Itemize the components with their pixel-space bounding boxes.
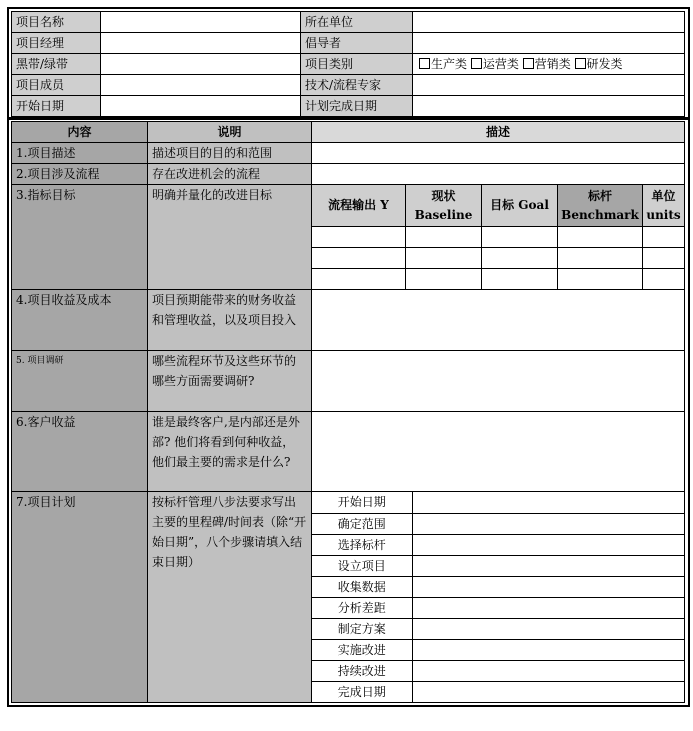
plan-row: [312, 639, 684, 660]
sponsor-label: 倡导者: [301, 33, 413, 54]
checkbox-icon[interactable]: [575, 58, 586, 69]
expert-field[interactable]: [413, 75, 685, 96]
row2-title: 2.项目涉及流程: [12, 164, 148, 185]
row6-input[interactable]: [312, 412, 685, 492]
row3-title: 3.指标目标: [12, 185, 148, 290]
plan-step-label: 分析差距: [312, 597, 412, 618]
plan-row: [312, 618, 684, 639]
plan-step-date[interactable]: [412, 513, 684, 534]
category-option-marketing[interactable]: 营销类: [523, 57, 571, 71]
plan-step-date[interactable]: [412, 618, 684, 639]
belt-field[interactable]: [101, 54, 301, 75]
category-options: [413, 54, 685, 75]
plan-row: [312, 513, 684, 534]
row3-explain: 明确并量化的改进目标: [148, 185, 312, 290]
start-label: 开始日期: [12, 96, 101, 117]
category-option-production[interactable]: 生产类: [419, 57, 467, 71]
project-info-table: [11, 11, 685, 117]
row7-plan: [312, 492, 685, 703]
row1-title: 1.项目描述: [12, 143, 148, 164]
category-label: 项目类别: [301, 54, 413, 75]
col-explain-header: 说明: [148, 122, 312, 143]
plan-step-label: 选择标杆: [312, 534, 412, 555]
plan-row: [312, 555, 684, 576]
plan-row: [312, 660, 684, 681]
manager-field[interactable]: [101, 33, 301, 54]
metric-cell[interactable]: [312, 248, 406, 269]
belt-label: 黑带/绿带: [12, 54, 101, 75]
unit-label: 所在单位: [301, 12, 413, 33]
plan-finish-label: 计划完成日期: [301, 96, 413, 117]
plan-step-label: 制定方案: [312, 618, 412, 639]
plan-step-date[interactable]: [412, 492, 684, 513]
row5-explain: 哪些流程环节及这些环节的哪些方面需要调研?: [148, 351, 312, 412]
row4-input[interactable]: [312, 290, 685, 351]
member-field[interactable]: [101, 75, 301, 96]
metric-baseline-header: 现状 Baseline: [406, 185, 482, 227]
plan-row: [312, 597, 684, 618]
charter-table: [11, 121, 685, 703]
metric-cell[interactable]: [312, 227, 406, 248]
project-info-frame: [7, 7, 690, 120]
checkbox-icon[interactable]: [523, 58, 534, 69]
metric-goal-header: 目标 Goal: [482, 185, 558, 227]
row1-input[interactable]: [312, 143, 685, 164]
metric-cell[interactable]: [482, 227, 558, 248]
metric-cell[interactable]: [312, 269, 406, 290]
row4-title: 4.项目收益及成本: [12, 290, 148, 351]
category-option-rnd[interactable]: 研发类: [575, 57, 623, 71]
metric-benchmark-header: 标杆 Benchmark: [558, 185, 643, 227]
project-name-label: 项目名称: [12, 12, 101, 33]
metric-cell[interactable]: [482, 269, 558, 290]
plan-row: [312, 492, 684, 513]
row5-title: 5. 项目调研: [12, 351, 148, 412]
plan-step-label: 收集数据: [312, 576, 412, 597]
plan-step-date[interactable]: [412, 576, 684, 597]
plan-step-label: 确定范围: [312, 513, 412, 534]
plan-step-label: 持续改进: [312, 660, 412, 681]
row2-input[interactable]: [312, 164, 685, 185]
metric-cell[interactable]: [558, 248, 643, 269]
plan-step-date[interactable]: [412, 555, 684, 576]
row2-explain: 存在改进机会的流程: [148, 164, 312, 185]
row6-explain: 谁是最终客户,是内部还是外部? 他们将看到何种收益， 他们最主要的需求是什么?: [148, 412, 312, 492]
project-name-field[interactable]: [101, 12, 301, 33]
start-field[interactable]: [101, 96, 301, 117]
row5-input[interactable]: [312, 351, 685, 412]
col-content-header: 内容: [12, 122, 148, 143]
metric-cell[interactable]: [558, 227, 643, 248]
row7-explain: 按标杆管理八步法要求写出主要的里程碑/时间表（除“开始日期”，八个步骤请填入结束日期）: [148, 492, 312, 703]
manager-label: 项目经理: [12, 33, 101, 54]
member-label: 项目成员: [12, 75, 101, 96]
plan-step-date[interactable]: [412, 639, 684, 660]
metric-cell[interactable]: [558, 269, 643, 290]
plan-step-label: 开始日期: [312, 492, 412, 513]
metric-unit-header: 单位 units: [643, 185, 685, 227]
metric-cell[interactable]: [406, 248, 482, 269]
plan-step-label: 完成日期: [312, 681, 412, 702]
plan-finish-field[interactable]: [413, 96, 685, 117]
metric-cell[interactable]: [643, 248, 685, 269]
unit-field[interactable]: [413, 12, 685, 33]
row1-explain: 描述项目的目的和范围: [148, 143, 312, 164]
plan-table: [312, 492, 684, 702]
sponsor-field[interactable]: [413, 33, 685, 54]
col-describe-header: 描述: [312, 122, 685, 143]
plan-step-date[interactable]: [412, 534, 684, 555]
checkbox-icon[interactable]: [419, 58, 430, 69]
metric-cell[interactable]: [482, 248, 558, 269]
metric-cell[interactable]: [643, 227, 685, 248]
checkbox-icon[interactable]: [471, 58, 482, 69]
metric-cell[interactable]: [406, 269, 482, 290]
category-option-operations[interactable]: 运营类: [471, 57, 519, 71]
expert-label: 技术/流程专家: [301, 75, 413, 96]
plan-step-date[interactable]: [412, 660, 684, 681]
plan-step-label: 实施改进: [312, 639, 412, 660]
plan-step-date[interactable]: [412, 597, 684, 618]
plan-step-label: 设立项目: [312, 555, 412, 576]
plan-step-date[interactable]: [412, 681, 684, 702]
metric-cell[interactable]: [406, 227, 482, 248]
row4-explain: 项目预期能带来的财务收益和管理收益，以及项目投入: [148, 290, 312, 351]
charter-frame: [7, 117, 690, 707]
plan-row: [312, 681, 684, 702]
row7-title: 7.项目计划: [12, 492, 148, 703]
plan-row: [312, 576, 684, 597]
metric-output-header: 流程输出 Y: [312, 185, 406, 227]
row6-title: 6.客户收益: [12, 412, 148, 492]
metric-cell[interactable]: [643, 269, 685, 290]
plan-row: [312, 534, 684, 555]
